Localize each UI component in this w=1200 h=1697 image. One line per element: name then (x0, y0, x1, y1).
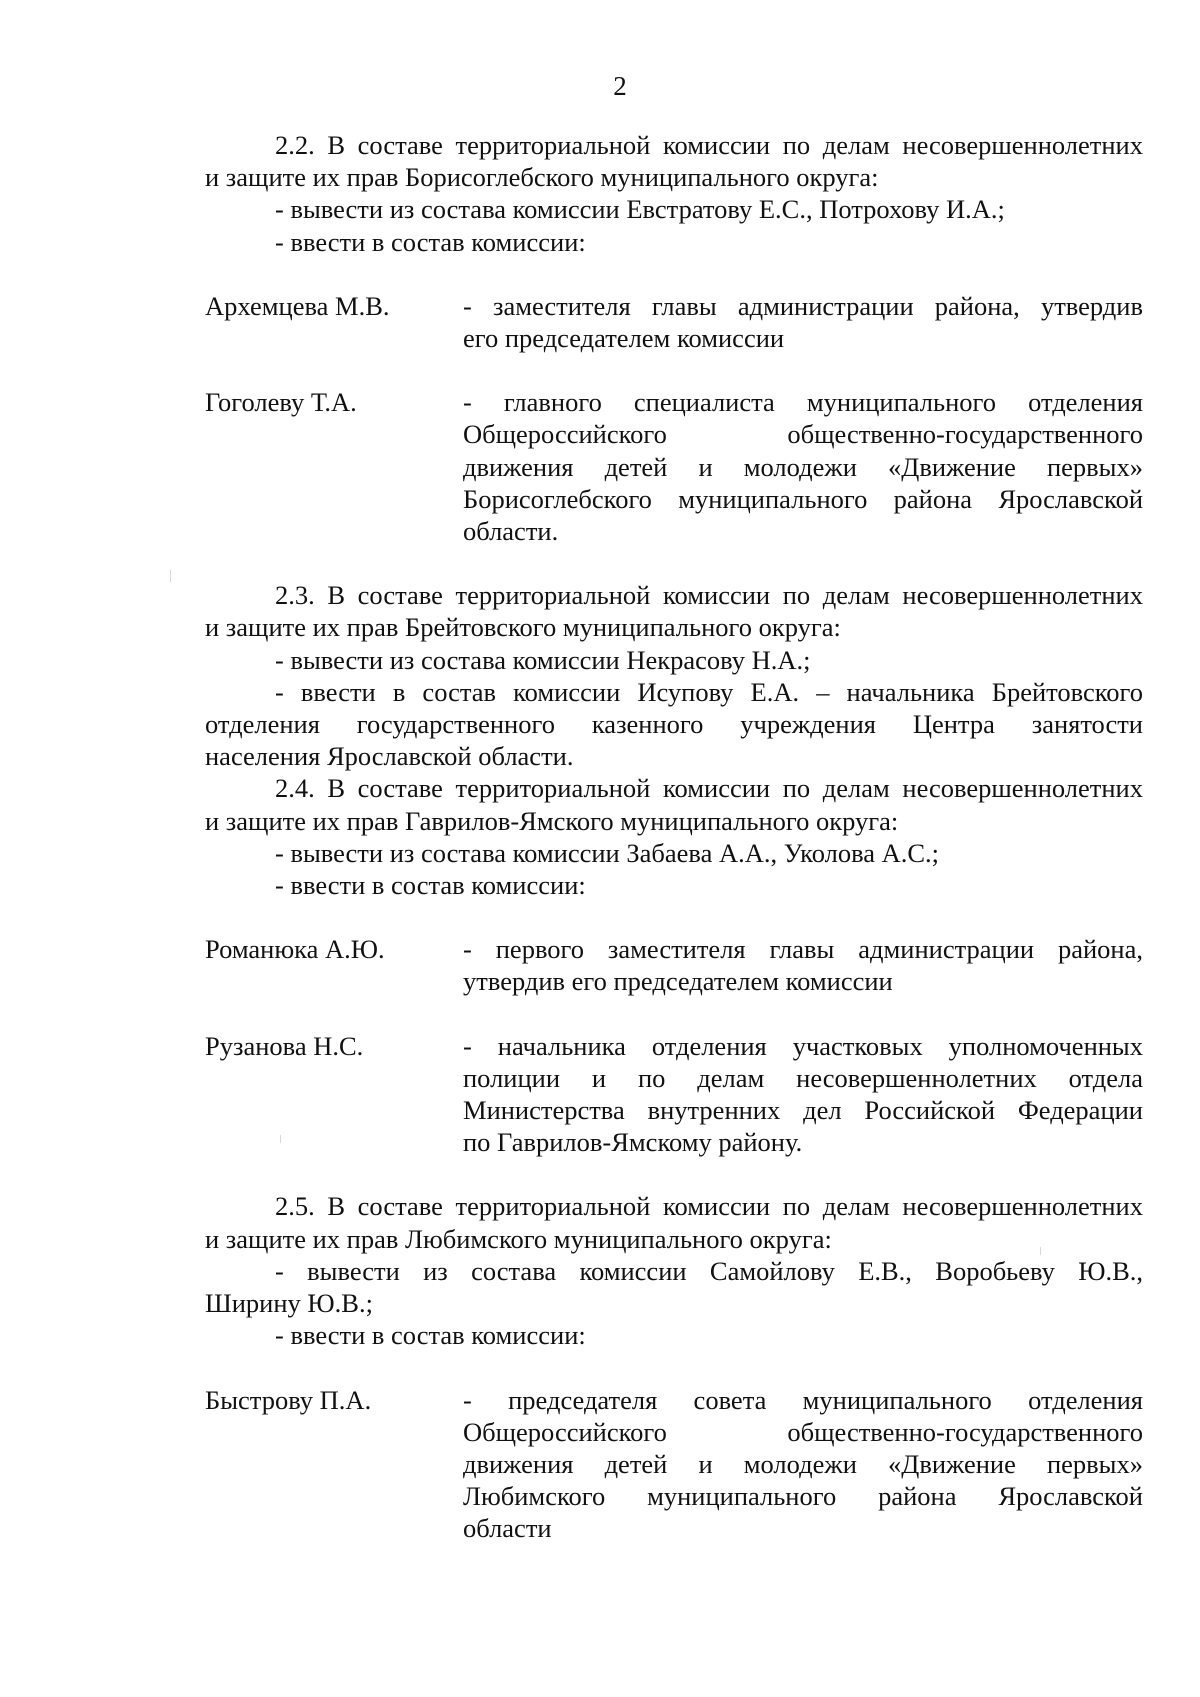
description-line: - главного специалиста муниципального отделения (463, 387, 1143, 418)
paragraph-line: 2.5. В составе территориальной комиссии по делам несовершеннолетних (275, 1191, 1143, 1222)
description-line: области. (463, 516, 559, 547)
description-line: - председателя совета муниципального отделения (463, 1384, 1143, 1415)
paragraph-line: - вывести из состава комиссии Самойлову Е.В., Воробьеву Ю.В., (275, 1255, 1143, 1286)
member-name: Архемцева М.В. (205, 290, 390, 321)
paragraph-line: 2.2. В составе территориальной комиссии по делам несовершеннолетних (275, 130, 1143, 160)
description-line: - заместителя главы администрации района, утвердив (463, 290, 1143, 321)
paragraph-line: - ввести в состав комиссии Исупову Е.А. – начальника Брейтовского (275, 676, 1143, 707)
member-entry (205, 290, 1143, 354)
paragraph-line: - вывести из состава комиссии Забаева А.А., Уколова А.С.; (275, 837, 940, 868)
description-line: области (463, 1513, 552, 1544)
paragraph-line: - вывести из состава комиссии Некрасову Н.А.; (275, 644, 811, 675)
paragraph-line: и защите их прав Брейтовского муниципального округа: (205, 612, 841, 643)
paragraph-line: - вывести из состава комиссии Евстратову Е.С., Потрохову И.А.; (275, 194, 1005, 225)
paragraph-line: и защите их прав Борисоглебского муниципального округа: (205, 162, 879, 193)
spacer (205, 258, 1143, 290)
member-name: Гоголеву Т.А. (205, 387, 357, 418)
scan-mark (1040, 1247, 1041, 1255)
description-line: Борисоглебского муниципального района Ярославской (463, 483, 1143, 514)
page-number: 2 (613, 71, 627, 101)
section-2-4 (205, 772, 1143, 901)
member-entry (205, 386, 1143, 547)
paragraph-line: - ввести в состав комиссии: (275, 1320, 586, 1351)
paragraph-line: и защите их прав Любимского муниципального округа: (205, 1223, 832, 1254)
spacer (205, 901, 1143, 933)
paragraph-line: и защите их прав Гаврилов-Ямского муниципального округа: (205, 805, 899, 836)
description-line: Любимского муниципального района Ярославской (463, 1481, 1143, 1512)
paragraph-line: 2.4. В составе территориальной комиссии по делам несовершеннолетних (275, 773, 1143, 804)
description-line: Общероссийского общественно-государственного (463, 1416, 1143, 1447)
member-entry (205, 1030, 1143, 1159)
paragraph-line: Ширину Ю.В.; (205, 1288, 373, 1319)
paragraph-line: населения Ярославской области. (205, 741, 574, 772)
spacer (205, 1158, 1143, 1190)
scan-mark (280, 1135, 281, 1143)
description-line: по Гаврилов-Ямскому району. (463, 1127, 803, 1158)
member-entry (205, 933, 1143, 997)
spacer (205, 998, 1143, 1030)
spacer (205, 547, 1143, 579)
member-description (463, 933, 1143, 997)
member-name: Рузанова Н.С. (205, 1030, 364, 1061)
member-name: Романюка А.Ю. (205, 934, 385, 965)
member-entry (205, 1384, 1143, 1545)
description-line: утвердив его председателем комиссии (463, 966, 893, 997)
member-description (463, 1030, 1143, 1159)
paragraph-line: - ввести в состав комиссии: (275, 226, 586, 257)
description-line: движения детей и молодежи «Движение первых» (463, 451, 1143, 482)
description-line: - первого заместителя главы администрации района, (463, 934, 1143, 965)
paragraph-line: 2.3. В составе территориальной комиссии по делам несовершеннолетних (275, 580, 1143, 611)
member-description (463, 1384, 1143, 1545)
spacer (205, 354, 1143, 386)
scan-mark (170, 570, 171, 582)
member-description (463, 386, 1143, 547)
member-description (463, 290, 1143, 354)
description-line: Общероссийского общественно-государственного (463, 419, 1143, 450)
spacer (205, 1352, 1143, 1384)
description-line: Министерства внутренних дел Российской Федерации (463, 1095, 1143, 1126)
section-2-3 (205, 579, 1143, 772)
description-line: полиции и по делам несовершеннолетних отдела (463, 1062, 1143, 1093)
section-2-5 (205, 1190, 1143, 1351)
document-body (205, 129, 1143, 1545)
paragraph-line: - ввести в состав комиссии: (275, 870, 586, 901)
description-line: - начальника отделения участковых уполномоченных (463, 1030, 1143, 1061)
description-line: его председателем комиссии (463, 323, 785, 354)
paragraph-line: отделения государственного казенного учреждения Центра занятости (205, 709, 1143, 740)
section-2-2 (205, 129, 1143, 258)
member-name: Быстрову П.А. (205, 1384, 372, 1415)
description-line: движения детей и молодежи «Движение первых» (463, 1448, 1143, 1479)
